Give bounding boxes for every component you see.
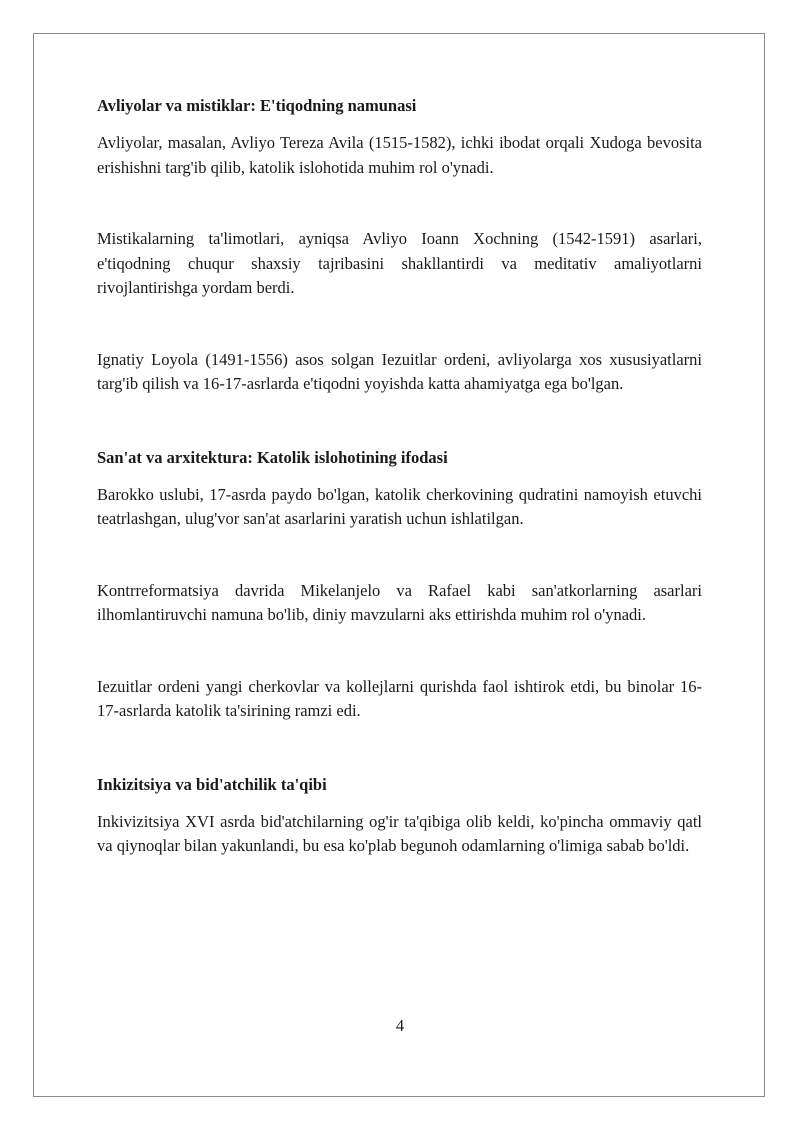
section-heading: San'at va arxitektura: Katolik islohotining ifodasi bbox=[97, 447, 448, 467]
document-body bbox=[97, 94, 702, 859]
section-art-architecture bbox=[97, 446, 702, 724]
section-saints-mystics bbox=[97, 94, 702, 397]
section-inquisition bbox=[97, 773, 702, 859]
section-heading: Inkizitsiya va bid'atchilik ta'qibi bbox=[97, 774, 327, 794]
paragraph: Iezuitlar ordeni yangi cherkovlar va kollejlarni qurishda faol ishtirok etdi, bu binolar 16-17-asrlarda katolik ta'sirining ramzi edi. bbox=[97, 676, 702, 720]
paragraph: Avliyolar, masalan, Avliyo Tereza Avila (1515-1582), ichki ibodat orqali Xudoga bevosita erishishni targ'ib qilib, katolik islohotida muhim rol o'ynadi. bbox=[97, 133, 702, 177]
paragraph: Mistikalarning ta'limotlari, ayniqsa Avliyo Ioann Xochning (1542-1591) asarlari, e'tiqodning chuqur shaxsiy tajribasini shakllantirdi va meditativ amaliyotlarni rivojlantirishga yordam berdi. bbox=[97, 229, 702, 297]
page-number: 4 bbox=[395, 1016, 405, 1035]
paragraph: Ignatiy Loyola (1491-1556) asos solgan Iezuitlar ordeni, avliyolarga xos xususiyatlarni targ'ib qilish va 16-17-asrlarda e'tiqodni yoyishda katta ahamiyatga ega bo'lgan. bbox=[97, 349, 702, 393]
paragraph: Barokko uslubi, 17-asrda paydo bo'lgan, katolik cherkovining qudratini namoyish etuvchi teatrlashgan, ulug'vor san'at asarlarini yaratish uchun ishlatilgan. bbox=[97, 484, 702, 528]
paragraph: Inkivizitsiya XVI asrda bid'atchilarning og'ir ta'qibiga olib keldi, ko'pincha ommaviy qatl va qiynoqlar bilan yakunlandi, bu esa ko'plab begunoh odamlarning o'limiga sabab bo'ldi. bbox=[97, 811, 702, 855]
paragraph: Kontrreformatsiya davrida Mikelanjelo va Rafael kabi san'atkorlarning asarlari ilhomlantiruvchi namuna bo'lib, diniy mavzularni aks ettirishda muhim rol o'ynadi. bbox=[97, 580, 702, 624]
section-heading: Avliyolar va mistiklar: E'tiqodning namunasi bbox=[97, 96, 417, 115]
